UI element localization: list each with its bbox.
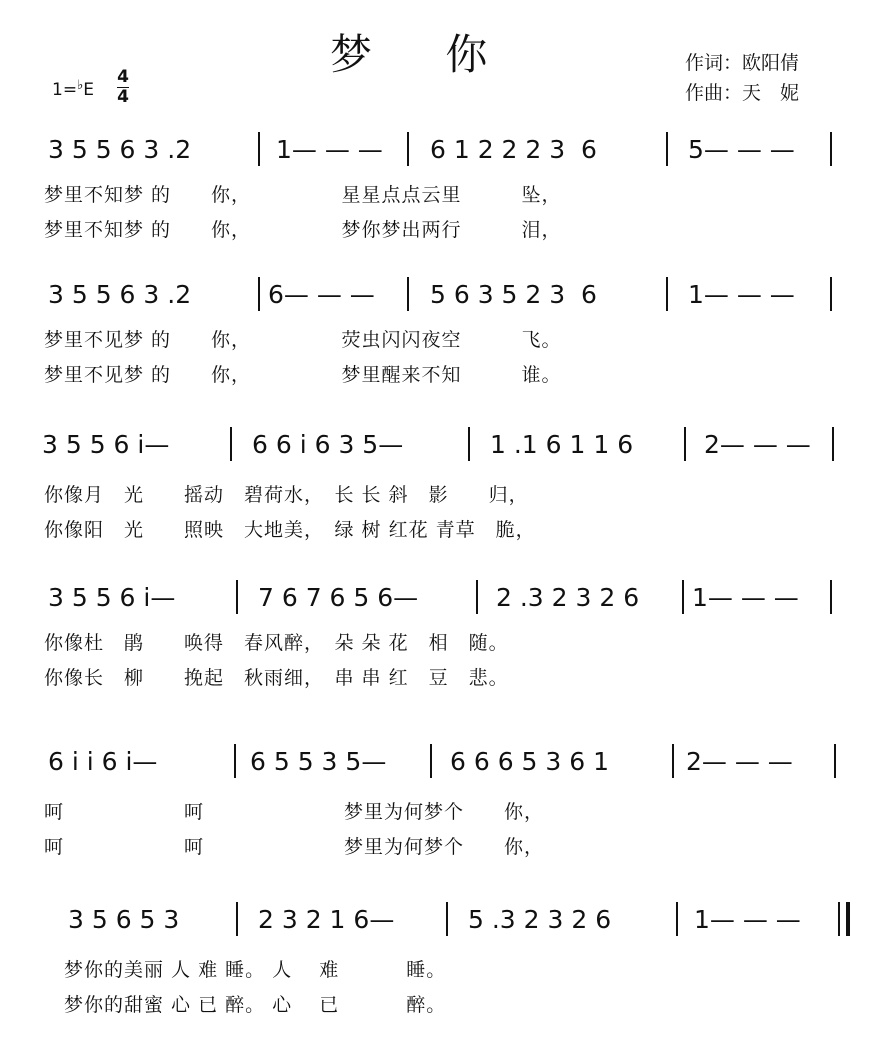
measure: 1— — —	[276, 135, 383, 164]
measure: 3 5 5 6 i—	[42, 430, 170, 459]
credits	[685, 48, 799, 108]
lyric-line-2: 呵 呵 梦里为何梦个 你，	[44, 836, 545, 858]
measure: 2— — —	[704, 430, 811, 459]
measure: 1— — —	[692, 583, 799, 612]
measure: 3 5 5 6 3 .2	[48, 280, 192, 309]
lyric-line-1: 呵 呵 梦里为何梦个 你，	[44, 801, 545, 823]
lyric-line-2: 梦里不见梦 的 你， 梦里醒来不知 谁。	[44, 364, 562, 386]
lyric-line-2: 你像阳 光 照映 大地美， 绿 树 红花 青草 脆，	[44, 519, 536, 541]
lyric-line-2: 梦你的甜蜜 心 已 醉。 心 已 醉。	[64, 994, 447, 1016]
composer: 作曲：天 妮	[685, 82, 800, 104]
measure: 2 .3 2 3 2 6	[496, 583, 640, 612]
measure: 3 5 5 6 i—	[48, 583, 176, 612]
measure: 5 .3 2 3 2 6	[468, 905, 612, 934]
measure: 6 i i 6 i—	[48, 747, 158, 776]
lyric-line-1: 梦里不见梦 的 你， 荧虫闪闪夜空 飞。	[44, 329, 562, 351]
time-signature: 4 4	[117, 67, 129, 107]
measure: 5— — —	[688, 135, 795, 164]
lyric-line-2: 你像长 柳 挽起 秋雨细， 串 串 红 豆 悲。	[44, 667, 509, 689]
lyric-line-1: 梦你的美丽 人 难 睡。 人 难 睡。	[64, 959, 447, 981]
lyric-line-1: 你像月 光 摇动 碧荷水， 长 长 斜 影 归，	[44, 484, 529, 506]
measure: 2 3 2 1 6—	[258, 905, 395, 934]
measure: 5 6 3 5 2 3 6	[430, 280, 597, 309]
measure: 6 6 6 5 3 6 1	[450, 747, 610, 776]
measure: 6 6 i 6 3 5—	[252, 430, 404, 459]
measure: 6 1 2 2 2 3 6	[430, 135, 597, 164]
key-signature: 1=♭E	[52, 78, 94, 100]
measure: 1— — —	[694, 905, 801, 934]
measure: 3 5 6 5 3	[68, 905, 180, 934]
measure: 6 5 5 3 5—	[250, 747, 387, 776]
measure: 1— — —	[688, 280, 795, 309]
song-title: 梦 你	[330, 30, 518, 79]
lyricist: 作词：欧阳倩	[685, 52, 800, 74]
measure: 6— — —	[268, 280, 375, 309]
measure: 7 6 7 6 5 6—	[258, 583, 419, 612]
measure: 2— — —	[686, 747, 793, 776]
lyric-line-1: 你像杜 鹃 唤得 春风醉， 朵 朵 花 相 随。	[44, 632, 509, 654]
lyric-line-2: 梦里不知梦 的 你， 梦你梦出两行 泪，	[44, 219, 562, 241]
measure: 3 5 5 6 3 .2	[48, 135, 192, 164]
lyric-line-1: 梦里不知梦 的 你， 星星点点云里 坠，	[44, 184, 562, 206]
final-barline	[838, 902, 850, 936]
measure: 1 .1 6 1 1 6	[490, 430, 634, 459]
